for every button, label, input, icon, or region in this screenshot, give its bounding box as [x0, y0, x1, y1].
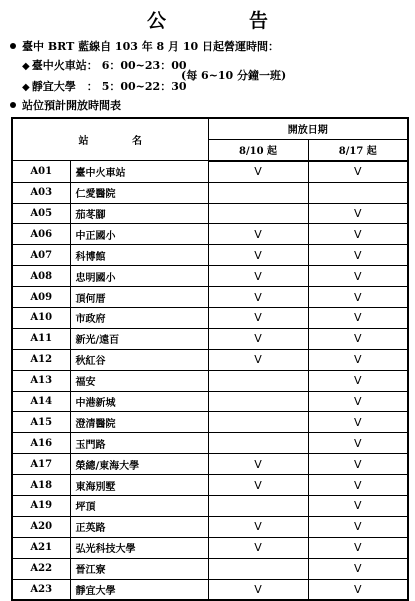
providence-univ-label: 靜宜大學 ：	[31, 80, 98, 93]
open-8-17: V	[308, 496, 408, 517]
station-name: 臺中火車站	[70, 161, 208, 182]
intro-line-2	[22, 57, 187, 73]
table-row	[12, 412, 408, 433]
station-code: A15	[12, 412, 70, 433]
station-name: 仁愛醫院	[70, 182, 208, 203]
frequency-note: (每 6~10 分鐘一班)	[181, 69, 287, 82]
open-8-17: V	[308, 579, 408, 600]
station-code: A01	[12, 161, 70, 182]
table-row	[12, 475, 408, 496]
open-8-17: V	[308, 537, 408, 558]
table-row	[12, 537, 408, 558]
open-8-10: V	[208, 224, 308, 245]
station-code: A07	[12, 245, 70, 266]
open-8-17: V	[308, 433, 408, 454]
station-name: 福安	[70, 370, 208, 391]
station-code: A13	[12, 370, 70, 391]
date-col-1-header: 8/10 起	[208, 139, 308, 160]
open-8-10: V	[208, 537, 308, 558]
open-8-17: V	[308, 203, 408, 224]
station-name: 澄清醫院	[70, 412, 208, 433]
table-row	[12, 433, 408, 454]
bullet-icon	[10, 43, 16, 49]
open-8-17: V	[308, 266, 408, 287]
open-8-17: V	[308, 161, 408, 182]
table-row	[12, 349, 408, 370]
station-code: A12	[12, 349, 70, 370]
open-8-10: V	[208, 287, 308, 308]
table-row	[12, 558, 408, 579]
open-8-17: V	[308, 370, 408, 391]
station-code: A19	[12, 496, 70, 517]
station-name: 新光/遠百	[70, 328, 208, 349]
table-row	[12, 203, 408, 224]
open-8-17: V	[308, 245, 408, 266]
open-8-10	[208, 182, 308, 203]
station-name: 弘光科技大學	[70, 537, 208, 558]
station-code: A11	[12, 328, 70, 349]
station-name: 秋紅谷	[70, 349, 208, 370]
table-row	[12, 370, 408, 391]
open-8-17: V	[308, 287, 408, 308]
diamond-bullet-icon: ◆	[22, 61, 30, 72]
station-code: A06	[12, 224, 70, 245]
table-row	[12, 224, 408, 245]
station-name: 頂何厝	[70, 287, 208, 308]
station-code: A22	[12, 558, 70, 579]
station-name: 正英路	[70, 516, 208, 537]
taichung-station-label: 臺中火車站：	[31, 59, 98, 72]
station-code: A14	[12, 391, 70, 412]
station-code: A08	[12, 266, 70, 287]
table-row	[12, 328, 408, 349]
open-date-header: 開放日期	[208, 118, 408, 139]
table-row	[12, 496, 408, 517]
table-row	[12, 579, 408, 600]
providence-univ-hours: 5：00~22：30	[101, 80, 187, 93]
table-row	[12, 516, 408, 537]
open-8-10	[208, 558, 308, 579]
open-8-17: V	[308, 475, 408, 496]
station-name: 東海別墅	[70, 475, 208, 496]
open-8-10	[208, 370, 308, 391]
station-name-header: 站 名	[12, 118, 208, 161]
station-schedule-table	[11, 117, 409, 601]
station-code: A21	[12, 537, 70, 558]
open-8-10: V	[208, 579, 308, 600]
bullet-icon	[10, 102, 16, 108]
table-row	[12, 308, 408, 329]
table-body	[12, 161, 408, 601]
open-8-10: V	[208, 266, 308, 287]
station-code: A16	[12, 433, 70, 454]
open-8-10	[208, 203, 308, 224]
station-name: 茄苳腳	[70, 203, 208, 224]
taichung-station-hours: 6：00~23：00	[101, 59, 187, 72]
open-8-17: V	[308, 224, 408, 245]
table-header	[12, 118, 408, 161]
station-name: 中正國小	[70, 224, 208, 245]
date-col-2-header: 8/17 起	[308, 139, 408, 160]
table-row	[12, 245, 408, 266]
schedule-table-caption: 站位預計開放時間表	[22, 99, 121, 112]
table-row	[12, 161, 408, 182]
open-8-17: V	[308, 349, 408, 370]
station-name: 中港新城	[70, 391, 208, 412]
open-8-17: V	[308, 412, 408, 433]
open-8-10	[208, 433, 308, 454]
open-8-10: V	[208, 349, 308, 370]
open-8-10	[208, 391, 308, 412]
open-8-17: V	[308, 558, 408, 579]
station-name: 市政府	[70, 308, 208, 329]
table-row	[12, 391, 408, 412]
open-8-17: V	[308, 328, 408, 349]
open-8-10: V	[208, 475, 308, 496]
station-code: A23	[12, 579, 70, 600]
open-8-10: V	[208, 245, 308, 266]
intro-line-3	[22, 78, 187, 94]
page-title: 公 告	[146, 10, 300, 32]
station-code: A17	[12, 454, 70, 475]
station-code: A18	[12, 475, 70, 496]
open-8-17	[308, 182, 408, 203]
station-code: A05	[12, 203, 70, 224]
open-8-17: V	[308, 516, 408, 537]
open-8-10	[208, 496, 308, 517]
diamond-bullet-icon: ◆	[22, 82, 30, 93]
intro-service-start: 臺中 BRT 藍線自 103 年 8 月 10 日起營運時間：	[22, 40, 279, 53]
open-8-10: V	[208, 454, 308, 475]
station-name: 榮總/東海大學	[70, 454, 208, 475]
open-8-17: V	[308, 308, 408, 329]
open-8-10: V	[208, 328, 308, 349]
station-code: A10	[12, 308, 70, 329]
station-code: A09	[12, 287, 70, 308]
station-name: 玉門路	[70, 433, 208, 454]
open-8-10	[208, 412, 308, 433]
open-8-17: V	[308, 391, 408, 412]
open-8-10: V	[208, 161, 308, 182]
station-code: A03	[12, 182, 70, 203]
open-8-10: V	[208, 308, 308, 329]
station-name: 靜宜大學	[70, 579, 208, 600]
table-row	[12, 266, 408, 287]
station-name: 坪頂	[70, 496, 208, 517]
station-code: A20	[12, 516, 70, 537]
open-8-10: V	[208, 516, 308, 537]
open-8-17: V	[308, 454, 408, 475]
intro-line-1	[10, 38, 279, 54]
intro-line-4	[10, 97, 121, 113]
station-name: 科博館	[70, 245, 208, 266]
station-name: 忠明國小	[70, 266, 208, 287]
table-row	[12, 182, 408, 203]
station-name: 晉江寮	[70, 558, 208, 579]
table-row	[12, 454, 408, 475]
table-row	[12, 287, 408, 308]
